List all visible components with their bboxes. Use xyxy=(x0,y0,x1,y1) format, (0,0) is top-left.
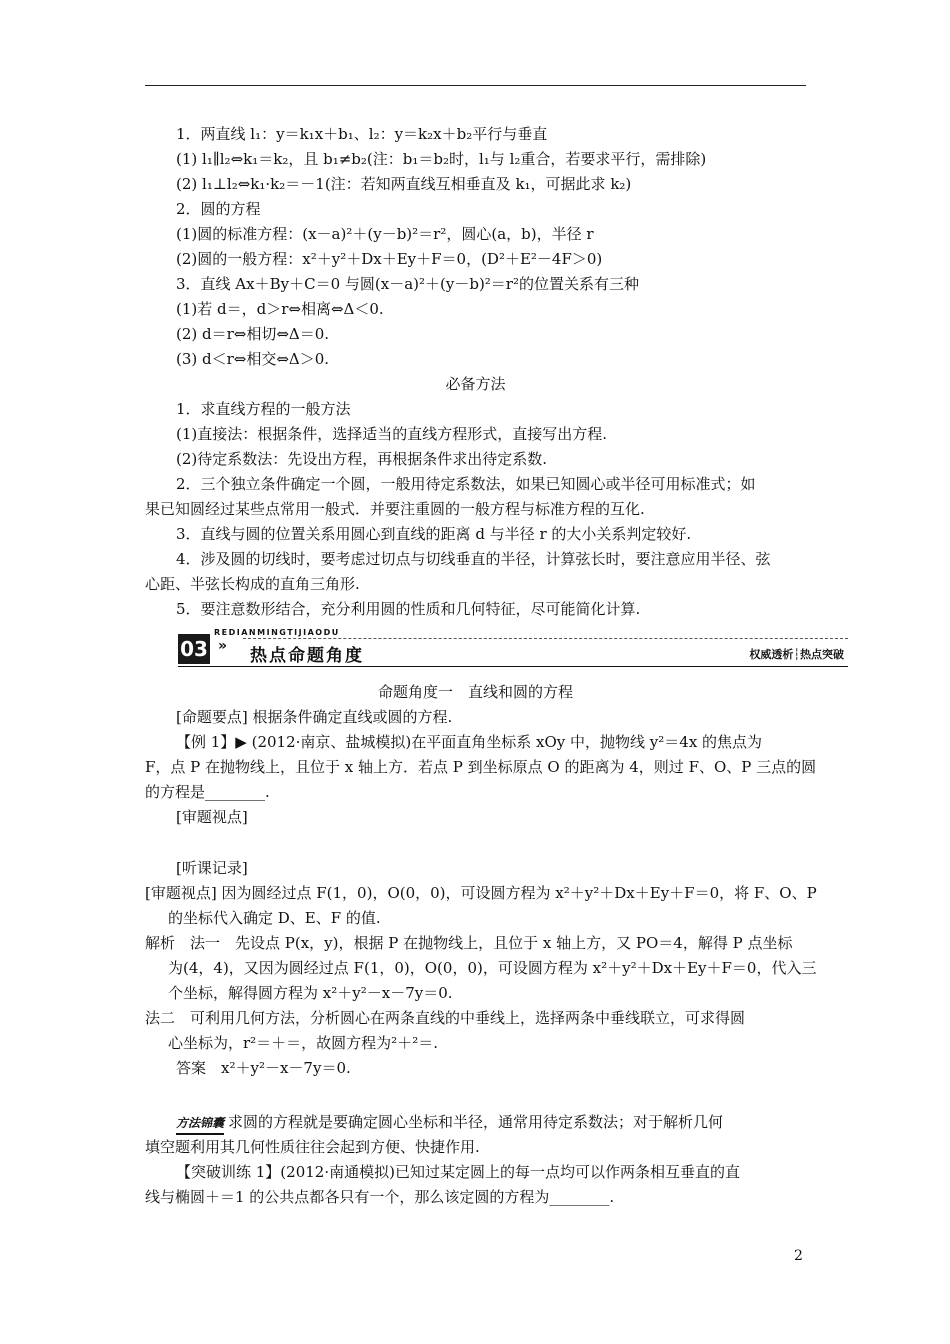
example-line: F，点 P 在抛物线上，且位于 x 轴上方．若点 P 到坐标原点 O 的距离为 4，则过 F、O、P 三点的圆 xyxy=(145,758,817,776)
text-line: (1)若 d＝，d＞r⇔相离⇔Δ＜0. xyxy=(176,300,384,318)
text-line: [命题要点] 根据条件确定直线或圆的方程. xyxy=(176,708,453,726)
section-banner xyxy=(178,628,848,668)
solution-line: 解析 法一 先设点 P(x，y)，根据 P 在抛物线上，且位于 x 轴上方，又 PO＝4，解得 P 点坐标 xyxy=(145,934,793,952)
text-line: 2．圆的方程 xyxy=(176,200,261,218)
example-line: 【例 1】▶ (2012·南京、盐城模拟)在平面直角坐标系 xOy 中，抛物线 y²＝4x 的焦点为 xyxy=(176,733,763,751)
solution-line: [审题视点] 因为圆经过点 F(1，0)，O(0，0)，可设圆方程为 x²＋y²＋Dx＋Ey＋F＝0，将 F、O、P xyxy=(145,884,817,902)
solution-line: 个坐标，解得圆方程为 x²＋y²－x－7y＝0. xyxy=(168,984,453,1002)
text-line: 5．要注意数形结合，充分利用圆的性质和几何特征，尽可能简化计算. xyxy=(176,600,641,618)
text-line: 4．涉及圆的切线时，要考虑过切点与切线垂直的半径，计算弦长时，要注意应用半径、弦 xyxy=(176,550,771,568)
solution-line: 心坐标为，r²＝＋＝，故圆方程为²＋²＝. xyxy=(168,1034,438,1052)
banner-subtitle: 权威透析┆热点突破 xyxy=(749,648,844,661)
header-rule xyxy=(145,85,806,86)
text-line: (2)待定系数法：先设出方程，再根据条件求出待定系数. xyxy=(176,450,548,468)
solution-line: 的坐标代入确定 D、E、F 的值. xyxy=(168,909,381,927)
text-line: [审题视点] xyxy=(176,808,248,826)
training-line: 【突破训练 1】(2012·南通模拟)已知过某定圆上的每一点均可以作两条相互垂直的直 xyxy=(176,1163,740,1181)
text-line: 2．三个独立条件确定一个圆，一般用待定系数法，如果已知圆心或半径可用标准式；如 xyxy=(176,475,756,493)
text-line: (2) d＝r⇔相切⇔Δ＝0. xyxy=(176,325,330,343)
banner-base-rule xyxy=(178,666,848,667)
text-line: 1．两直线 l₁：y＝k₁x＋b₁、l₂：y＝k₂x＋b₂平行与垂直 xyxy=(176,125,548,143)
text-line: (1)直接法：根据条件，选择适当的直线方程形式，直接写出方程. xyxy=(176,425,608,443)
page-number: 2 xyxy=(794,1248,803,1264)
text-line: [听课记录] xyxy=(176,859,248,877)
method-tip xyxy=(176,1112,723,1135)
example-line: 的方程是________. xyxy=(145,783,270,801)
training-line: 线与椭圆＋＝1 的公共点都各只有一个，那么该定圆的方程为________. xyxy=(145,1188,615,1206)
answer-line: 答案 x²＋y²－x－7y＝0. xyxy=(176,1059,351,1077)
text-line: (1) l₁∥l₂⇔k₁＝k₂，且 b₁≠b₂(注：b₁＝b₂时，l₁与 l₂重合，若要求平行，需排除) xyxy=(176,150,707,168)
angle-heading: 命题角度一 直线和圆的方程 xyxy=(377,683,573,701)
text-line: 心距、半弦长构成的直角三角形. xyxy=(145,575,360,593)
text-line: 果已知圆经过某些点常用一般式．并要注重圆的一般方程与标准方程的互化. xyxy=(145,500,645,518)
text-line: 3．直线与圆的位置关系用圆心到直线的距离 d 与半径 r 的大小关系判定较好. xyxy=(176,525,692,543)
text-line: 3．直线 Ax＋By＋C＝0 与圆(x－a)²＋(y－b)²＝r²的位置关系有三种 xyxy=(176,275,639,293)
method-tip-badge: 方法锦囊 xyxy=(176,1113,224,1135)
banner-title: 热点命题角度 xyxy=(250,646,364,666)
text-line: (3) d＜r⇔相交⇔Δ＞0. xyxy=(176,350,330,368)
banner-pinyin: REDIANMINGTIJIAODU xyxy=(214,628,340,637)
text-line: (2) l₁⊥l₂⇔k₁·k₂＝－1(注：若知两直线互相垂直及 k₁，可据此求 k₂) xyxy=(176,175,632,193)
banner-number: 03 xyxy=(178,634,210,664)
solution-line: 为(4，4)，又因为圆经过点 F(1，0)，O(0，0)，可设圆方程为 x²＋y²＋Dx＋Ey＋F＝0，代入三 xyxy=(168,959,817,977)
solution-line: 法二 可利用几何方法，分析圆心在两条直线的中垂线上，选择两条中垂线联立，可求得圆 xyxy=(145,1009,746,1027)
text-line: (2)圆的一般方程：x²＋y²＋Dx＋Ey＋F＝0，(D²＋E²－4F＞0) xyxy=(176,250,603,268)
text-line: (1)圆的标准方程：(x－a)²＋(y－b)²＝r²，圆心(a，b)，半径 r xyxy=(176,225,594,243)
method-tip-text: 填空题利用其几何性质往往会起到方便、快捷作用. xyxy=(145,1138,480,1156)
banner-dash-rule xyxy=(243,638,848,639)
section-heading: 必备方法 xyxy=(445,375,506,393)
double-chevron-icon: » xyxy=(218,638,228,654)
text-line: 1．求直线方程的一般方法 xyxy=(176,400,351,418)
method-tip-text: 求圆的方程就是要确定圆心坐标和半径，通常用待定系数法；对于解析几何 xyxy=(228,1113,724,1131)
